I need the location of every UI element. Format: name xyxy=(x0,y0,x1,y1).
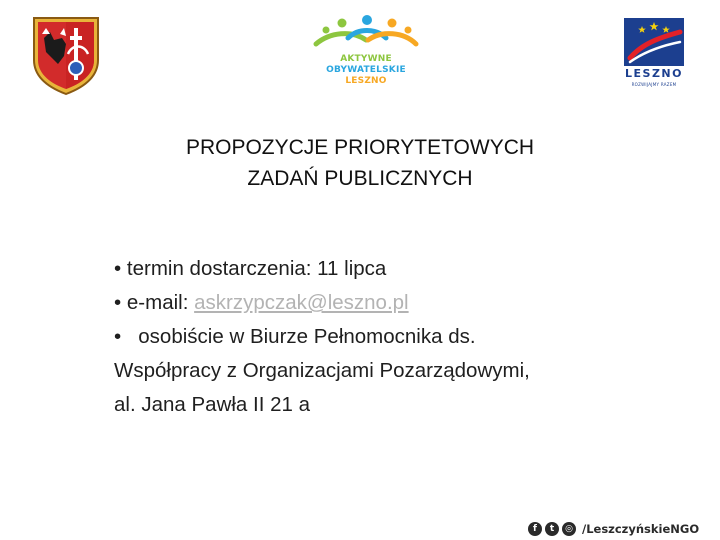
deadline-text: termin dostarczenia: 11 lipca xyxy=(126,257,387,280)
leszno-wordmark: LESZNO xyxy=(625,67,683,80)
logo-line-1: AKTYWNE xyxy=(340,54,392,64)
leszno-city-logo xyxy=(622,18,686,90)
title-line-2: ZADAŃ PUBLICZNYCH xyxy=(247,167,473,190)
twitter-icon[interactable]: t xyxy=(545,522,559,536)
leszno-mark-icon xyxy=(624,18,684,66)
people-figures-icon xyxy=(312,14,420,54)
bullet-in-person xyxy=(114,320,642,354)
social-footer xyxy=(528,518,699,540)
in-person-line-1: osobiście w Biurze Pełnomocnika ds. xyxy=(138,325,476,348)
logo-line-3: LESZNO xyxy=(345,76,387,86)
instagram-icon[interactable]: ◎ xyxy=(562,522,576,536)
body-list xyxy=(114,252,642,422)
bullet-email xyxy=(114,286,642,320)
bullet-marker: • xyxy=(114,325,122,348)
bullet-marker: • xyxy=(114,291,122,314)
in-person-line-2-row xyxy=(114,354,642,388)
leszno-tagline: ROZWIJAJMY RAZEM xyxy=(631,82,677,87)
bullet-marker: • xyxy=(114,257,122,280)
in-person-line-2: Współpracy z Organizacjami Pozarządowymi, xyxy=(114,359,530,382)
in-person-line-3: al. Jana Pawła II 21 a xyxy=(114,393,311,416)
in-person-line-3-row xyxy=(114,388,642,422)
aktywne-obywatelskie-logo xyxy=(312,14,420,90)
social-handle[interactable]: /LeszczyńskieNGO xyxy=(582,522,700,536)
coat-of-arms-icon xyxy=(30,14,102,96)
email-label: e-mail: xyxy=(126,291,189,314)
slide-title xyxy=(100,132,620,194)
email-link[interactable]: askrzypczak@leszno.pl xyxy=(194,291,409,314)
title-line-1: PROPOZYCJE PRIORYTETOWYCH xyxy=(185,136,535,159)
bullet-deadline xyxy=(114,252,642,286)
logo-line-2: OBYWATELSKIE xyxy=(326,65,406,75)
facebook-icon[interactable]: f xyxy=(528,522,542,536)
